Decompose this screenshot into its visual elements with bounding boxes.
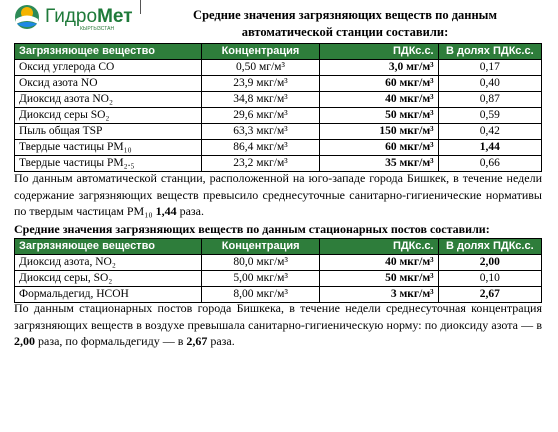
concentration-cell: 29,6 мкг/м³ [201, 108, 319, 124]
table-header-row [15, 44, 542, 60]
pollutant-cell: Твердые частицы PM₁₀ [15, 140, 202, 156]
pollutant-cell: Диоксид азота NO₂ [15, 92, 202, 108]
pollutant-cell: Оксид углерода СО [15, 60, 202, 76]
pdk-cell: 40 мкг/м³ [320, 255, 438, 271]
share-cell: 0,59 [438, 108, 541, 124]
share-cell: 0,66 [438, 156, 541, 172]
logo-emblem-icon [12, 2, 42, 32]
header-pdk: ПДКс.с. [320, 239, 438, 255]
share-cell: 2,00 [438, 255, 541, 271]
share-cell: 0,40 [438, 76, 541, 92]
logo-subtitle: КЫРГЫЗСТАН [80, 26, 115, 32]
header-divider [140, 0, 141, 14]
header-pollutant: Загрязняющее вещество [15, 239, 202, 255]
pdk-cell: 50 мкг/м³ [319, 108, 438, 124]
header-share: В долях ПДКс.с. [438, 239, 541, 255]
pdk-cell: 40 мкг/м³ [319, 92, 438, 108]
header-pollutant: Загрязняющее вещество [15, 44, 202, 60]
share-cell: 0,87 [438, 92, 541, 108]
pollutant-cell: Формальдегид, НСОН [15, 287, 202, 303]
stationary-posts-table [14, 238, 542, 303]
pdk-cell: 3 мкг/м³ [320, 287, 438, 303]
share-cell: 0,10 [438, 271, 541, 287]
pollutant-cell: Диоксид азота, NO₂ [15, 255, 202, 271]
table-row [15, 124, 542, 140]
logo-wordmark: ГидроМет [45, 6, 133, 27]
pdk-cell: 150 мкг/м³ [319, 124, 438, 140]
concentration-cell: 23,9 мкг/м³ [201, 76, 319, 92]
concentration-cell: 86,4 мкг/м³ [201, 140, 319, 156]
concentration-cell: 80,0 мкг/м³ [202, 255, 320, 271]
table-row [15, 108, 542, 124]
table-header-row [15, 239, 542, 255]
share-cell: 0,42 [438, 124, 541, 140]
table-row [15, 92, 542, 108]
pollutant-cell: Твердые частицы PM₂.₅ [15, 156, 202, 172]
pollutant-cell: Диоксид серы, SO₂ [15, 271, 202, 287]
share-cell: 0,17 [438, 60, 541, 76]
table-row [15, 271, 542, 287]
concentration-cell: 5,00 мкг/м³ [202, 271, 320, 287]
concentration-cell: 63,3 мкг/м³ [201, 124, 319, 140]
pdk-cell: 50 мкг/м³ [320, 271, 438, 287]
header-concentration: Концентрация [201, 44, 319, 60]
table-row [15, 255, 542, 271]
automatic-station-table [14, 43, 542, 172]
concentration-cell: 34,8 мкг/м³ [201, 92, 319, 108]
automatic-station-title: Средние значения загрязняющих веществ по данным автоматической станции составили: [193, 8, 497, 39]
pollutant-cell: Оксид азота NO [15, 76, 202, 92]
header-share: В долях ПДКс.с. [438, 44, 541, 60]
concentration-cell: 8,00 мкг/м³ [202, 287, 320, 303]
pdk-cell: 60 мкг/м³ [319, 140, 438, 156]
table-row [15, 60, 542, 76]
stationary-posts-title: Средние значения загрязняющих веществ по данным стационарных постов составили: [14, 222, 490, 236]
pdk-cell: 35 мкг/м³ [319, 156, 438, 172]
pollutant-cell: Пыль общая TSP [15, 124, 202, 140]
pdk-cell: 3,0 мг/м³ [319, 60, 438, 76]
table-row [15, 76, 542, 92]
table-row [15, 140, 542, 156]
stationary-posts-table-body [15, 255, 542, 303]
automatic-station-table-body [15, 60, 542, 172]
concentration-cell: 23,2 мкг/м³ [201, 156, 319, 172]
stationary-posts-summary: По данным стационарных постов города Бишкека, в течение недели среднесуточная концентрация загрязняющих веществ в воздухе превышала санитарно-гигиеническую норму: по диоксиду азота — в 2,00 раза, по формальдегиду — в 2,67 раза. [14, 301, 542, 348]
pollutant-cell: Диоксид серы SO₂ [15, 108, 202, 124]
pdk-cell: 60 мкг/м³ [319, 76, 438, 92]
share-cell: 1,44 [438, 140, 541, 156]
share-cell: 2,67 [438, 287, 541, 303]
automatic-station-summary: По данным автоматической станции, расположенной на юго-западе города Бишкек, в течение недели содержание загрязняющих веществ превысило среднесуточные санитарно-гигиенические нормативы по твердым частицам PM₁₀ 1,44 раза. [14, 171, 542, 218]
header-pdk: ПДКс.с. [319, 44, 438, 60]
concentration-cell: 0,50 мг/м³ [201, 60, 319, 76]
header-concentration: Концентрация [202, 239, 320, 255]
